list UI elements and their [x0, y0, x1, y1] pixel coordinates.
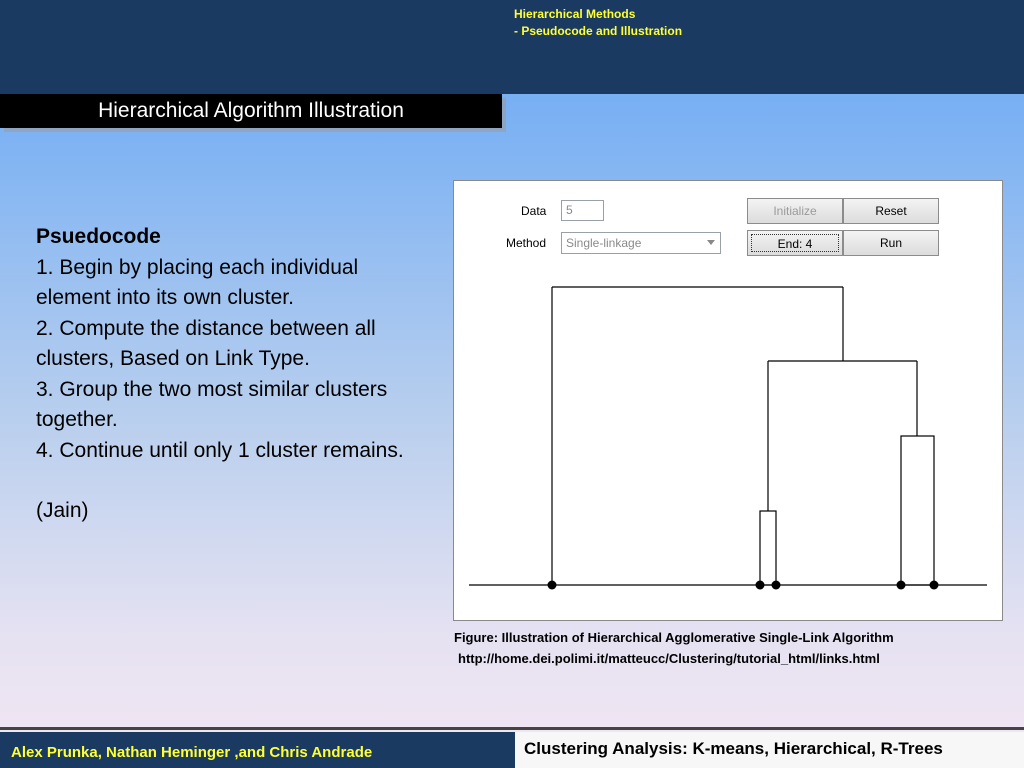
slide-title: Hierarchical Algorithm Illustration	[0, 94, 502, 128]
figure-source-link[interactable]: http://home.dei.polimi.it/matteucc/Clustering/tutorial_html/links.html	[458, 651, 880, 666]
spacer	[36, 466, 436, 496]
footer-authors-panel	[0, 732, 512, 768]
figure-caption: Figure: Illustration of Hierarchical Agglomerative Single-Link Algorithm	[454, 630, 894, 645]
header-band	[0, 0, 1024, 94]
pseudocode-block	[36, 222, 436, 527]
pseudocode-step-4: 4. Continue until only 1 cluster remains.	[36, 438, 404, 462]
data-point-1	[548, 581, 557, 590]
data-point-3	[772, 581, 781, 590]
method-select-value: Single-linkage	[566, 236, 642, 250]
data-label: Data	[521, 204, 547, 218]
method-label: Method	[506, 236, 547, 250]
end-button-label: End: 4	[751, 234, 839, 252]
pseudocode-step-2: 2. Compute the distance between all clusters, Based on Link Type.	[36, 316, 376, 370]
dendrogram	[454, 181, 1002, 620]
topic-line-2: - Pseudocode and Illustration	[514, 24, 683, 38]
footer-divider	[0, 727, 1024, 730]
merge-2	[901, 436, 934, 585]
footer-course-title: Clustering Analysis: K-means, Hierarchical, R-Trees	[524, 739, 943, 758]
pseudocode-heading: Psuedocode	[36, 225, 161, 248]
footer-title-panel	[512, 732, 1024, 768]
data-point-4	[897, 581, 906, 590]
topic-line-1: Hierarchical Methods	[514, 7, 636, 21]
footer-authors: Alex Prunka, Nathan Heminger ,and Chris Andrade	[11, 744, 373, 761]
data-input[interactable]: 5	[561, 200, 604, 221]
citation: (Jain)	[36, 499, 89, 522]
pseudocode-step-3: 3. Group the two most similar clusters together.	[36, 377, 388, 431]
data-point-5	[930, 581, 939, 590]
reset-button[interactable]: Reset	[843, 198, 939, 224]
applet-figure	[453, 180, 1003, 621]
merge-1	[760, 511, 776, 585]
run-button[interactable]: Run	[843, 230, 939, 256]
initialize-button[interactable]: Initialize	[747, 198, 843, 224]
data-point-2	[756, 581, 765, 590]
pseudocode-step-1: 1. Begin by placing each individual element into its own cluster.	[36, 255, 359, 309]
